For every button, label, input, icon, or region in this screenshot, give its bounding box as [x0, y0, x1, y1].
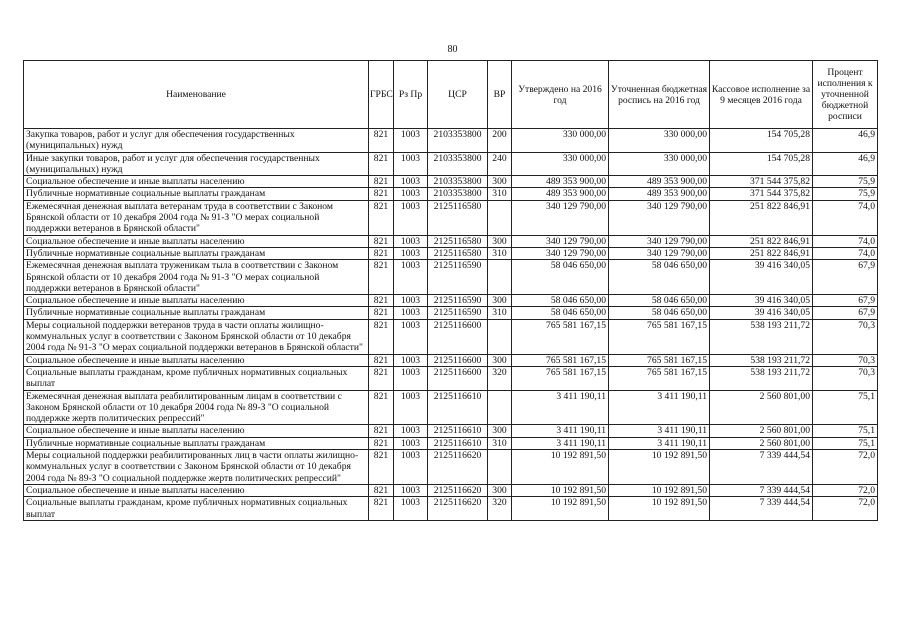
table-row — [24, 188, 878, 200]
cell-name: Публичные нормативные социальные выплаты гражданам — [24, 437, 369, 449]
cell-vr: 320 — [488, 366, 512, 390]
cell-name: Меры социальной поддержки ветеранов труда в части оплаты жилищно-коммунальных услуг в соответствии с Законом Брянской области от 10 декабря 2004 года № 91-З "О мерах социальной поддержки ветеранов в Брянской области" — [24, 319, 369, 354]
cell-csr: 2125116600 — [428, 354, 488, 366]
table-row — [24, 200, 878, 235]
cell-name: Социальное обеспечение и иные выплаты населению — [24, 176, 369, 188]
cell-approved: 489 353 900,00 — [512, 188, 609, 200]
cell-name: Меры социальной поддержки реабилитированных лиц в части оплаты жилищно-коммунальных услуг в соответствии с Законом Брянской области от 10 декабря 2004 года № 89-З "О социальной поддержке жертв политических репрессий" — [24, 450, 369, 485]
cell-name: Социальное обеспечение и иные выплаты населению — [24, 235, 369, 247]
cell-name: Социальное обеспечение и иные выплаты населению — [24, 295, 369, 307]
cell-revised: 765 581 167,15 — [609, 366, 710, 390]
cell-vr — [488, 319, 512, 354]
cell-csr: 2125116600 — [428, 366, 488, 390]
cell-approved: 340 129 790,00 — [512, 200, 609, 235]
cell-grbs: 821 — [369, 200, 394, 235]
cell-csr: 2125116610 — [428, 437, 488, 449]
cell-executed: 7 339 444,54 — [710, 450, 813, 485]
cell-revised: 340 129 790,00 — [609, 200, 710, 235]
cell-rzpr: 1003 — [394, 484, 428, 496]
table-row — [24, 484, 878, 496]
cell-csr: 2125116590 — [428, 295, 488, 307]
cell-vr: 300 — [488, 176, 512, 188]
cell-rzpr: 1003 — [394, 319, 428, 354]
cell-approved: 10 192 891,50 — [512, 497, 609, 521]
table-row — [24, 176, 878, 188]
cell-grbs: 821 — [369, 319, 394, 354]
cell-vr: 310 — [488, 247, 512, 259]
table-row — [24, 390, 878, 425]
cell-percent: 67,9 — [813, 307, 878, 319]
cell-csr: 2125116620 — [428, 484, 488, 496]
cell-name: Социальные выплаты гражданам, кроме публичных нормативных социальных выплат — [24, 366, 369, 390]
cell-executed: 2 560 801,00 — [710, 390, 813, 425]
cell-percent: 70,3 — [813, 354, 878, 366]
cell-revised: 330 000,00 — [609, 129, 710, 153]
cell-vr: 310 — [488, 307, 512, 319]
cell-rzpr: 1003 — [394, 200, 428, 235]
cell-rzpr: 1003 — [394, 247, 428, 259]
cell-percent: 46,9 — [813, 129, 878, 153]
col-header-approved: Утверждено на 2016 год — [512, 61, 609, 129]
cell-approved: 3 411 190,11 — [512, 437, 609, 449]
cell-grbs: 821 — [369, 176, 394, 188]
table-header-row — [24, 61, 878, 129]
cell-vr — [488, 260, 512, 295]
table-row — [24, 260, 878, 295]
cell-rzpr: 1003 — [394, 437, 428, 449]
budget-execution-table — [23, 60, 878, 521]
col-header-name: Наименование — [24, 61, 369, 129]
cell-vr: 300 — [488, 354, 512, 366]
cell-vr — [488, 200, 512, 235]
cell-csr: 2125116580 — [428, 247, 488, 259]
cell-executed: 251 822 846,91 — [710, 235, 813, 247]
cell-approved: 3 411 190,11 — [512, 425, 609, 437]
cell-percent: 67,9 — [813, 295, 878, 307]
cell-approved: 765 581 167,15 — [512, 319, 609, 354]
cell-revised: 3 411 190,11 — [609, 425, 710, 437]
cell-name: Публичные нормативные социальные выплаты гражданам — [24, 247, 369, 259]
cell-percent: 75,9 — [813, 176, 878, 188]
cell-executed: 7 339 444,54 — [710, 484, 813, 496]
cell-revised: 330 000,00 — [609, 152, 710, 176]
cell-executed: 538 193 211,72 — [710, 319, 813, 354]
cell-vr: 300 — [488, 425, 512, 437]
cell-revised: 58 046 650,00 — [609, 307, 710, 319]
cell-vr: 310 — [488, 437, 512, 449]
table-row — [24, 235, 878, 247]
cell-name: Социальное обеспечение и иные выплаты населению — [24, 354, 369, 366]
cell-rzpr: 1003 — [394, 307, 428, 319]
cell-vr: 300 — [488, 235, 512, 247]
cell-name: Социальное обеспечение и иные выплаты населению — [24, 425, 369, 437]
cell-vr — [488, 390, 512, 425]
cell-executed: 2 560 801,00 — [710, 437, 813, 449]
cell-percent: 72,0 — [813, 497, 878, 521]
cell-approved: 340 129 790,00 — [512, 247, 609, 259]
cell-executed: 39 416 340,05 — [710, 295, 813, 307]
table-row — [24, 354, 878, 366]
cell-percent: 75,1 — [813, 425, 878, 437]
cell-revised: 10 192 891,50 — [609, 450, 710, 485]
cell-rzpr: 1003 — [394, 450, 428, 485]
cell-revised: 489 353 900,00 — [609, 188, 710, 200]
cell-csr: 2125116580 — [428, 200, 488, 235]
page-number: 80 — [447, 44, 458, 55]
cell-revised: 58 046 650,00 — [609, 295, 710, 307]
cell-grbs: 821 — [369, 129, 394, 153]
cell-percent: 72,0 — [813, 450, 878, 485]
cell-grbs: 821 — [369, 366, 394, 390]
cell-grbs: 821 — [369, 188, 394, 200]
cell-approved: 58 046 650,00 — [512, 295, 609, 307]
cell-approved: 3 411 190,11 — [512, 390, 609, 425]
cell-csr: 2103353800 — [428, 176, 488, 188]
cell-percent: 75,1 — [813, 390, 878, 425]
table-row — [24, 450, 878, 485]
cell-executed: 154 705,28 — [710, 152, 813, 176]
cell-percent: 70,3 — [813, 366, 878, 390]
cell-vr: 300 — [488, 295, 512, 307]
col-header-rzpr: Рз Пр — [394, 61, 428, 129]
cell-executed: 538 193 211,72 — [710, 366, 813, 390]
cell-approved: 58 046 650,00 — [512, 260, 609, 295]
cell-executed: 7 339 444,54 — [710, 497, 813, 521]
table-row — [24, 497, 878, 521]
cell-percent: 72,0 — [813, 484, 878, 496]
col-header-percent: Процент исполнения к уточненной бюджетной росписи — [813, 61, 878, 129]
cell-name: Ежемесячная денежная выплата реабилитированным лицам в соответствии с Законом Брянской области от 10 декабря 2004 года № 89-З "О социальной поддержке жертв политических репрессий" — [24, 390, 369, 425]
cell-csr: 2103353800 — [428, 129, 488, 153]
cell-percent: 67,9 — [813, 260, 878, 295]
cell-revised: 765 581 167,15 — [609, 354, 710, 366]
cell-approved: 765 581 167,15 — [512, 366, 609, 390]
cell-approved: 10 192 891,50 — [512, 484, 609, 496]
cell-vr: 310 — [488, 188, 512, 200]
cell-executed: 251 822 846,91 — [710, 247, 813, 259]
cell-name: Социальное обеспечение и иные выплаты населению — [24, 484, 369, 496]
cell-rzpr: 1003 — [394, 129, 428, 153]
cell-csr: 2125116590 — [428, 307, 488, 319]
table-row — [24, 319, 878, 354]
cell-name: Публичные нормативные социальные выплаты гражданам — [24, 188, 369, 200]
table-row — [24, 425, 878, 437]
cell-grbs: 821 — [369, 437, 394, 449]
cell-grbs: 821 — [369, 484, 394, 496]
cell-approved: 330 000,00 — [512, 152, 609, 176]
cell-approved: 765 581 167,15 — [512, 354, 609, 366]
cell-percent: 75,9 — [813, 188, 878, 200]
cell-rzpr: 1003 — [394, 235, 428, 247]
cell-grbs: 821 — [369, 152, 394, 176]
cell-rzpr: 1003 — [394, 176, 428, 188]
cell-approved: 330 000,00 — [512, 129, 609, 153]
cell-revised: 3 411 190,11 — [609, 437, 710, 449]
cell-vr: 200 — [488, 129, 512, 153]
cell-rzpr: 1003 — [394, 425, 428, 437]
cell-executed: 538 193 211,72 — [710, 354, 813, 366]
cell-rzpr: 1003 — [394, 497, 428, 521]
cell-revised: 10 192 891,50 — [609, 484, 710, 496]
table-row — [24, 366, 878, 390]
cell-rzpr: 1003 — [394, 295, 428, 307]
cell-rzpr: 1003 — [394, 260, 428, 295]
cell-percent: 70,3 — [813, 319, 878, 354]
cell-name: Ежемесячная денежная выплата труженикам тыла в соответствии с Законом Брянской области от 10 декабря 2004 года № 91-З "О мерах социальной поддержки ветеранов в Брянской области" — [24, 260, 369, 295]
cell-grbs: 821 — [369, 390, 394, 425]
cell-percent: 74,0 — [813, 247, 878, 259]
cell-grbs: 821 — [369, 497, 394, 521]
cell-csr: 2125116610 — [428, 425, 488, 437]
cell-grbs: 821 — [369, 295, 394, 307]
cell-percent: 75,1 — [813, 437, 878, 449]
cell-vr: 240 — [488, 152, 512, 176]
table-row — [24, 129, 878, 153]
cell-name: Иные закупки товаров, работ и услуг для обеспечения государственных (муниципальных) нужд — [24, 152, 369, 176]
cell-grbs: 821 — [369, 235, 394, 247]
cell-revised: 765 581 167,15 — [609, 319, 710, 354]
cell-approved: 340 129 790,00 — [512, 235, 609, 247]
cell-rzpr: 1003 — [394, 188, 428, 200]
table-row — [24, 437, 878, 449]
cell-rzpr: 1003 — [394, 152, 428, 176]
cell-name: Публичные нормативные социальные выплаты гражданам — [24, 307, 369, 319]
cell-revised: 489 353 900,00 — [609, 176, 710, 188]
cell-executed: 251 822 846,91 — [710, 200, 813, 235]
cell-csr: 2125116580 — [428, 235, 488, 247]
cell-name: Закупка товаров, работ и услуг для обеспечения государственных (муниципальных) нужд — [24, 129, 369, 153]
cell-percent: 74,0 — [813, 200, 878, 235]
table-row — [24, 295, 878, 307]
col-header-revised: Уточненная бюджетная роспись на 2016 год — [609, 61, 710, 129]
table-row — [24, 247, 878, 259]
cell-grbs: 821 — [369, 247, 394, 259]
cell-revised: 340 129 790,00 — [609, 235, 710, 247]
cell-vr: 300 — [488, 484, 512, 496]
cell-executed: 371 544 375,82 — [710, 188, 813, 200]
cell-csr: 2125116590 — [428, 260, 488, 295]
cell-executed: 154 705,28 — [710, 129, 813, 153]
cell-executed: 39 416 340,05 — [710, 260, 813, 295]
col-header-vr: ВР — [488, 61, 512, 129]
cell-csr: 2125116620 — [428, 450, 488, 485]
cell-csr: 2125116610 — [428, 390, 488, 425]
cell-revised: 58 046 650,00 — [609, 260, 710, 295]
cell-grbs: 821 — [369, 425, 394, 437]
cell-csr: 2125116620 — [428, 497, 488, 521]
cell-approved: 10 192 891,50 — [512, 450, 609, 485]
col-header-grbs: ГРБС — [369, 61, 394, 129]
table-row — [24, 307, 878, 319]
cell-executed: 39 416 340,05 — [710, 307, 813, 319]
cell-grbs: 821 — [369, 354, 394, 366]
cell-csr: 2103353800 — [428, 152, 488, 176]
cell-csr: 2103353800 — [428, 188, 488, 200]
cell-executed: 371 544 375,82 — [710, 176, 813, 188]
cell-revised: 3 411 190,11 — [609, 390, 710, 425]
col-header-executed: Кассовое исполнение за 9 месяцев 2016 года — [710, 61, 813, 129]
cell-rzpr: 1003 — [394, 390, 428, 425]
cell-percent: 74,0 — [813, 235, 878, 247]
cell-revised: 340 129 790,00 — [609, 247, 710, 259]
cell-vr — [488, 450, 512, 485]
table-body — [24, 129, 878, 521]
cell-name: Социальные выплаты гражданам, кроме публичных нормативных социальных выплат — [24, 497, 369, 521]
cell-csr: 2125116600 — [428, 319, 488, 354]
cell-approved: 58 046 650,00 — [512, 307, 609, 319]
cell-grbs: 821 — [369, 307, 394, 319]
cell-percent: 46,9 — [813, 152, 878, 176]
col-header-csr: ЦСР — [428, 61, 488, 129]
cell-approved: 489 353 900,00 — [512, 176, 609, 188]
cell-grbs: 821 — [369, 260, 394, 295]
cell-vr: 320 — [488, 497, 512, 521]
cell-name: Ежемесячная денежная выплата ветеранам труда в соответствии с Законом Брянской области от 10 декабря 2004 года № 91-З "О мерах социальной поддержки ветеранов в Брянской области" — [24, 200, 369, 235]
cell-revised: 10 192 891,50 — [609, 497, 710, 521]
cell-rzpr: 1003 — [394, 366, 428, 390]
cell-grbs: 821 — [369, 450, 394, 485]
table-row — [24, 152, 878, 176]
cell-executed: 2 560 801,00 — [710, 425, 813, 437]
cell-rzpr: 1003 — [394, 354, 428, 366]
